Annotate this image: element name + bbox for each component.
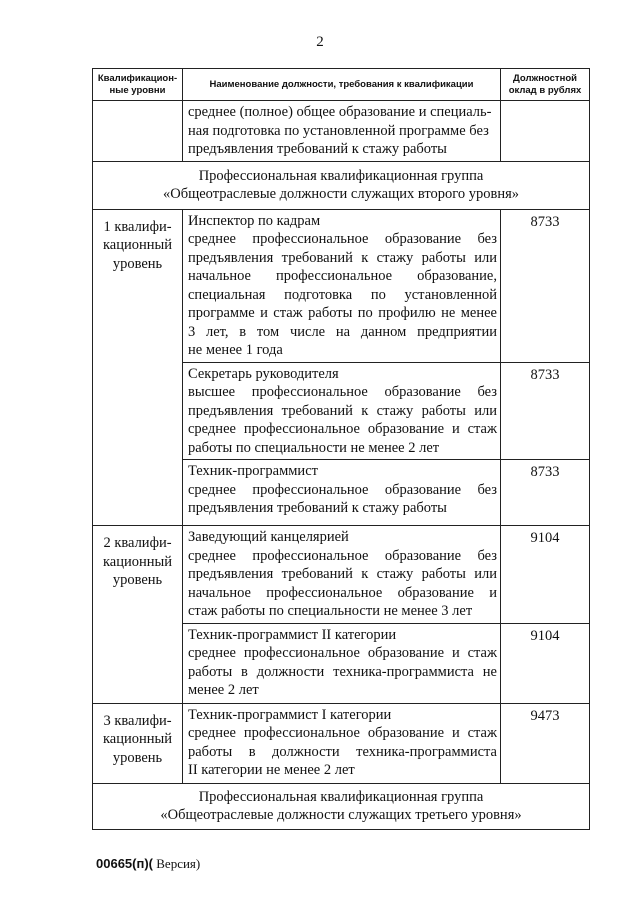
level-label: кационный (102, 553, 173, 570)
level-label: 2 квалифи- (103, 535, 172, 551)
desc-line: работы по специальности не менее 2 лет (188, 439, 440, 456)
position-title: Техник-программист II категории (188, 626, 397, 643)
group-heading-third (93, 783, 590, 829)
desc-line: начальное профессиональное образование и (188, 584, 497, 601)
level-label: уровень (112, 749, 163, 766)
level-label: 3 квалифи- (103, 712, 172, 729)
group-heading-second (93, 161, 590, 209)
desc-line: специальная подготовка по установленной (188, 286, 497, 303)
position-description (183, 362, 501, 460)
table-row (93, 209, 590, 362)
salary-value: 9473 (501, 703, 590, 783)
group-subtitle: «Общеотраслевые должности служащих третьего уровня» (160, 807, 522, 823)
desc-line: 3 лет, в том числе на данном предприятии (188, 323, 497, 340)
page-number: 2 (316, 34, 324, 50)
level-label: уровень (112, 572, 163, 588)
group-title: Профессиональная квалификационная группа (198, 167, 484, 184)
document-footer (96, 856, 200, 872)
desc-line: программе и стаж работы по профилю не менее (188, 305, 497, 321)
level-1-cell (93, 209, 183, 526)
salary-value: 8733 (501, 362, 590, 460)
table-row (93, 703, 590, 783)
salary-value: 8733 (501, 209, 590, 362)
level-label: уровень (112, 255, 163, 272)
desc-line: высшее профессиональное образование без (188, 384, 497, 400)
group-subtitle: «Общеотраслевые должности служащих второго уровня» (162, 186, 520, 202)
desc-line: работы в должности техника-программиста (188, 743, 497, 760)
continued-description (183, 101, 501, 162)
desc-line: менее 2 лет (188, 682, 259, 698)
level-2-cell (93, 526, 183, 704)
level-label: кационный (102, 731, 173, 747)
desc-line: среднее профессиональное образование без (188, 231, 497, 247)
desc-line: II категории не менее 2 лет (188, 762, 355, 778)
table-row (93, 526, 590, 624)
header-desc: Наименование должности, требования к квалификации (183, 69, 501, 101)
desc-line: среднее профессиональное образование и стаж (188, 645, 497, 661)
desc-line: среднее профессиональное образование без (188, 481, 497, 498)
header-salary: Должностной оклад в рублях (501, 69, 590, 101)
desc-line: предъявления требований к стажу работы (188, 500, 447, 516)
document-code: 00665(п)( (96, 856, 153, 871)
position-description (183, 623, 501, 703)
desc-line: не менее 1 года (188, 342, 283, 358)
header-level: Квалификацион-ные уровни (93, 69, 183, 101)
table-header-row (93, 69, 590, 101)
position-description (183, 703, 501, 783)
salary-cell-empty (501, 101, 590, 162)
desc-line: предъявления требований к стажу работы (188, 141, 447, 157)
position-description (183, 209, 501, 362)
desc-line: предъявления требований к стажу работы или (188, 566, 497, 582)
desc-line: среднее (полное) общее образование и специаль- (188, 104, 492, 120)
position-description (183, 526, 501, 624)
desc-line: среднее профессиональное образование и стаж (188, 421, 497, 437)
position-title: Секретарь руководителя (188, 365, 339, 382)
desc-line: предъявления требований к стажу работы или (188, 402, 497, 419)
group-row-second-level (93, 161, 590, 209)
position-title: Техник-программист (188, 463, 318, 479)
desc-line: среднее профессиональное образование и стаж (188, 725, 497, 741)
salary-value: 9104 (501, 623, 590, 703)
level-3-cell (93, 703, 183, 783)
desc-line: работы в должности техника-программиста не (188, 663, 497, 680)
position-title: Инспектор по кадрам (188, 212, 321, 229)
table-row-continued (93, 101, 590, 162)
group-title: Профессиональная квалификационная группа (198, 788, 484, 805)
position-title: Техник-программист I категории (188, 706, 392, 723)
level-label: кационный (102, 237, 173, 253)
desc-line: ная подготовка по установленной программе без (188, 122, 489, 139)
desc-line: стаж работы по специальности не менее 3 лет (188, 603, 473, 619)
salary-value: 9104 (501, 526, 590, 624)
desc-line: предъявления требований к стажу работы или (188, 249, 497, 266)
position-description (183, 460, 501, 526)
level-cell-empty (93, 101, 183, 162)
position-title: Заведующий канцелярией (188, 529, 349, 545)
qualification-table (92, 68, 590, 830)
desc-line: начальное профессиональное образование, (188, 268, 497, 284)
desc-line: среднее профессиональное образование без (188, 547, 497, 564)
group-row-third-level (93, 783, 590, 829)
document-version: Версия) (153, 856, 201, 871)
level-label: 1 квалифи- (103, 218, 172, 235)
salary-value: 8733 (501, 460, 590, 526)
